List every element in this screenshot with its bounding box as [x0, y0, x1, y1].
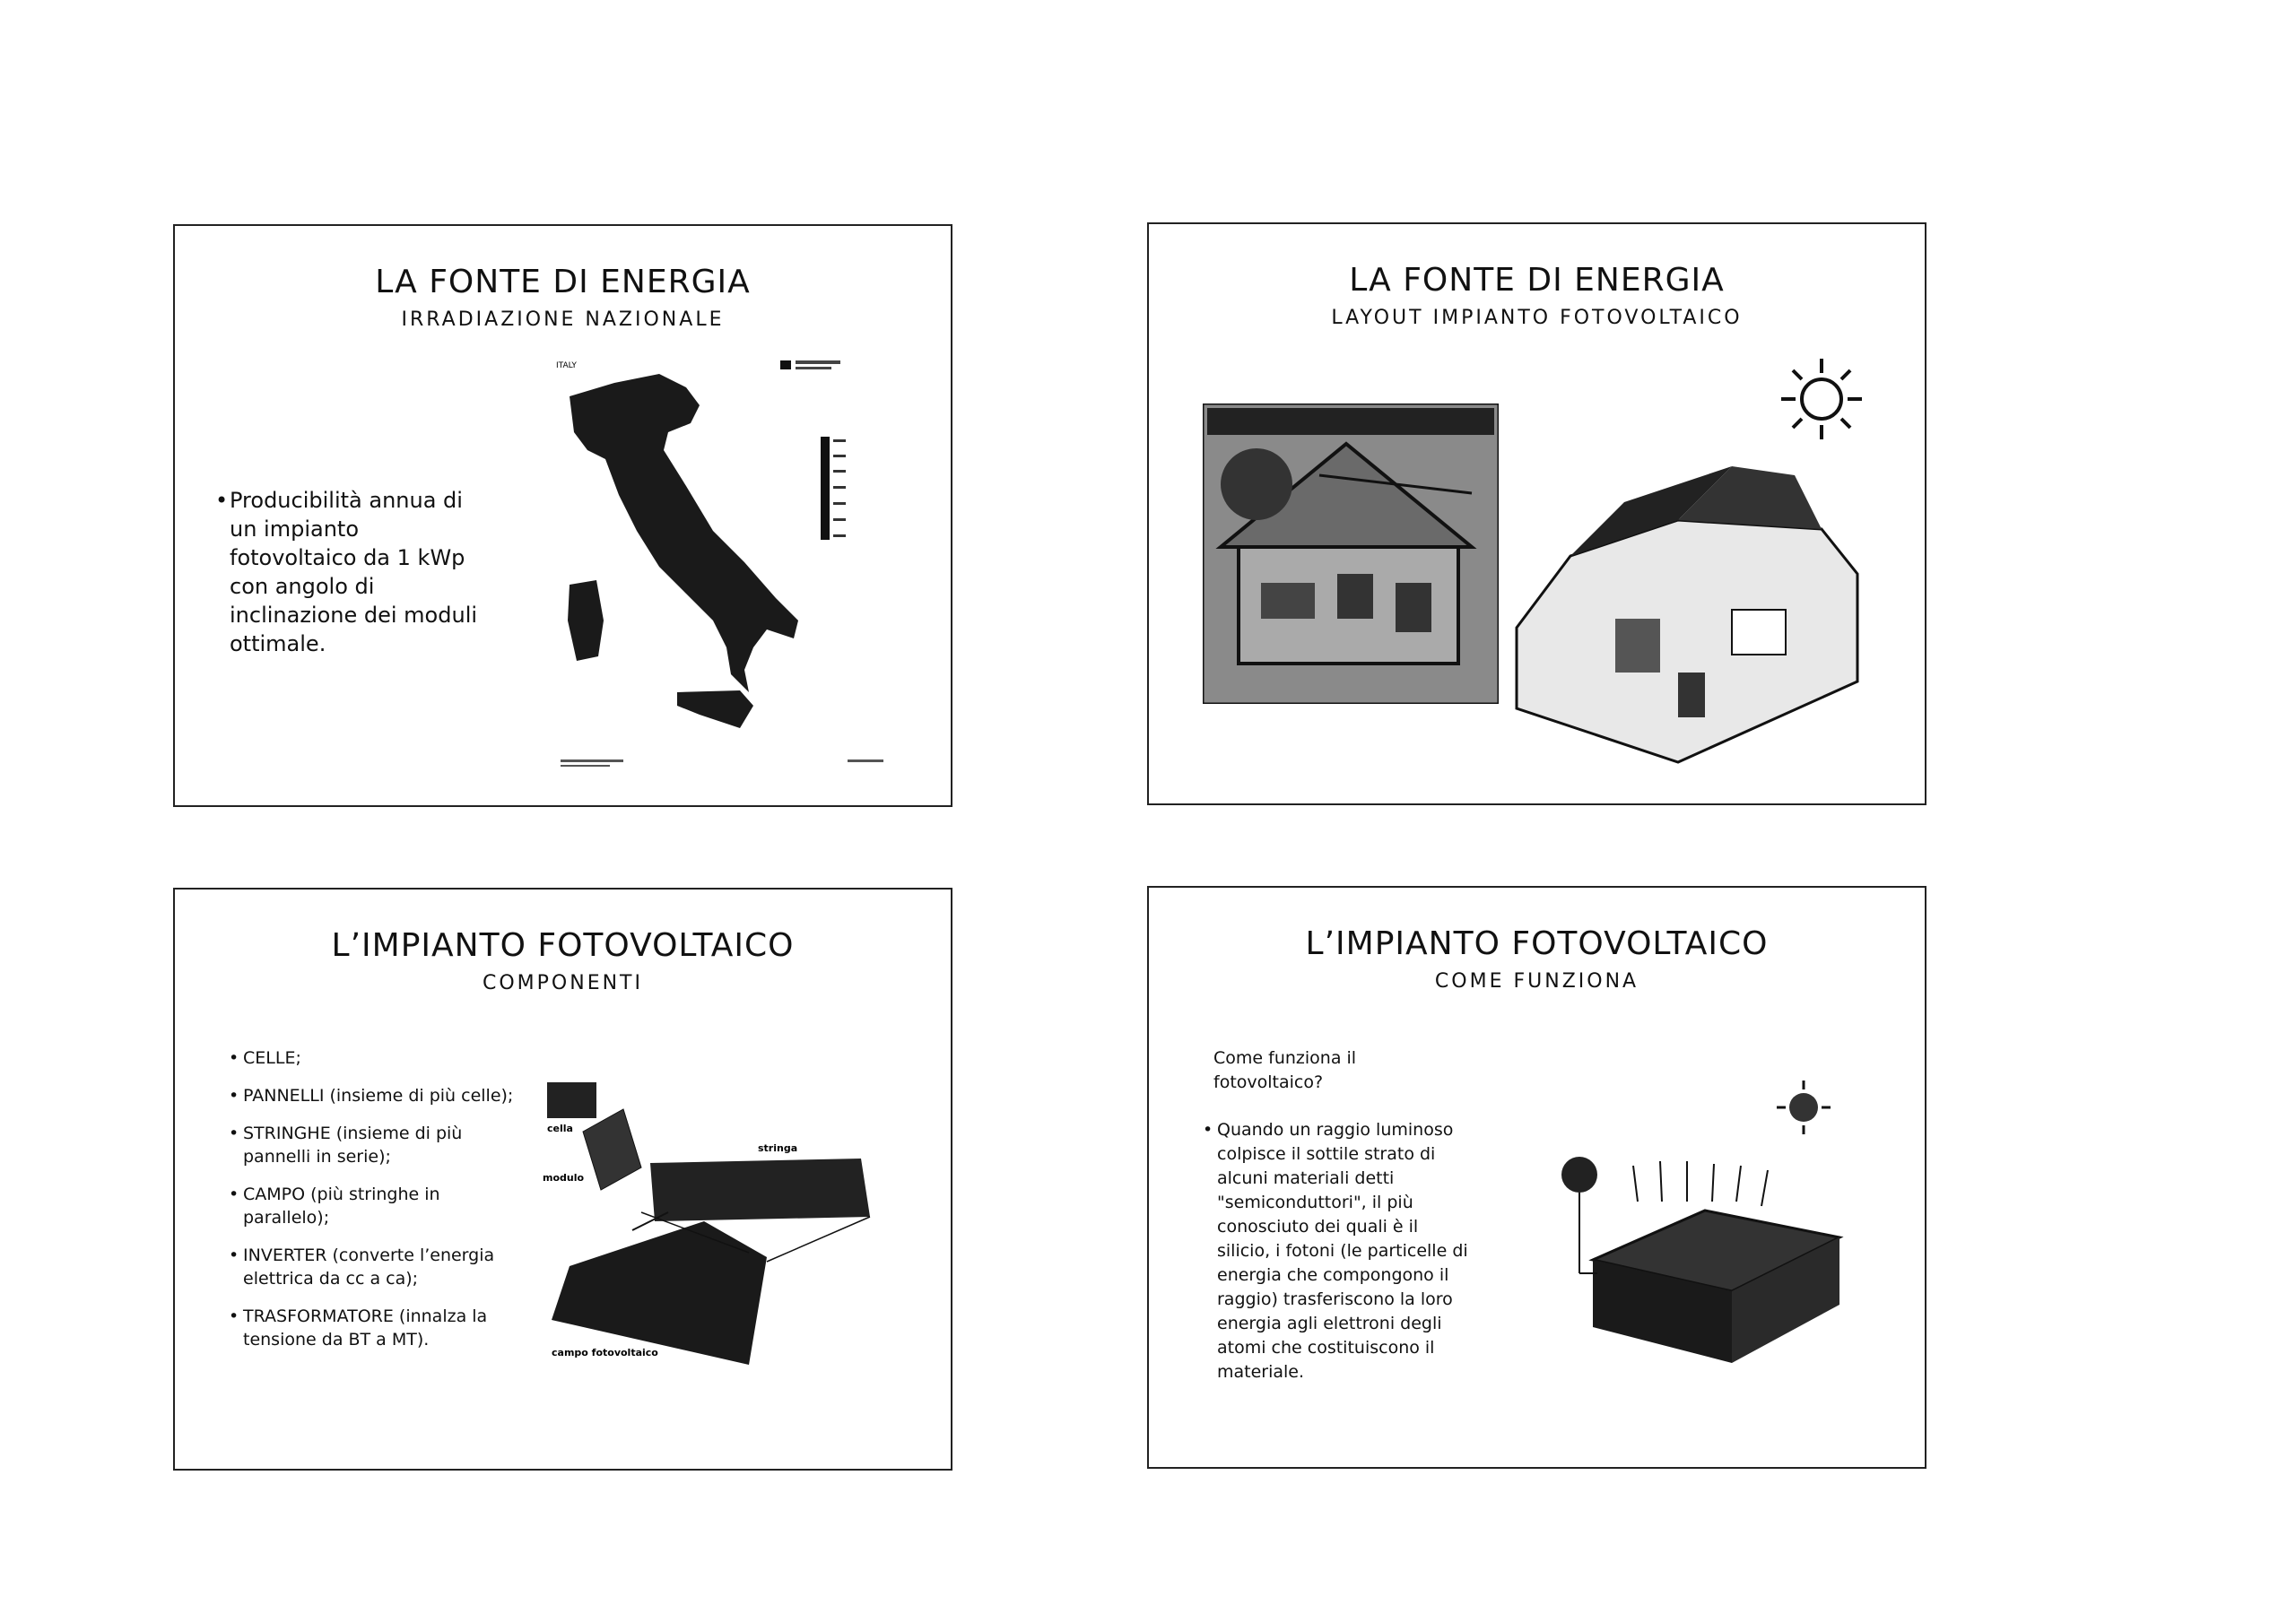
- slide-title: L’IMPIANTO FOTOVOLTAICO: [331, 927, 795, 964]
- slide-layout: [1147, 222, 1926, 805]
- bullet-item: • CELLE;: [229, 1046, 525, 1070]
- slide-title: LA FONTE DI ENERGIA: [1349, 262, 1725, 299]
- label-modulo: modulo: [543, 1172, 585, 1184]
- slide-subtitle: IRRADIAZIONE NAZIONALE: [401, 308, 725, 331]
- bullet-item: • STRINGHE (insieme di più pannelli in serie);: [229, 1122, 525, 1168]
- label-cella: cella: [547, 1123, 573, 1134]
- label-campo: campo fotovoltaico: [552, 1347, 658, 1358]
- italy-map-icon: [552, 352, 910, 782]
- sun-icon: [1777, 1081, 1831, 1134]
- pv-components-icon: [534, 1069, 928, 1428]
- slide-come-funziona: [1147, 886, 1926, 1469]
- slide-subtitle: LAYOUT IMPIANTO FOTOVOLTAICO: [1331, 307, 1743, 329]
- bullet-list: [229, 1046, 525, 1366]
- slide-title: LA FONTE DI ENERGIA: [375, 264, 751, 300]
- bullet-list: [1203, 1118, 1472, 1384]
- bullet-item: • Quando un raggio luminoso colpisce il sottile strato di alcuni materiali detti "semiconduttori", il più conosciuto dei quali è il silicio, i fotoni (le particelle di energia che compongono il raggio) trasferiscono la loro energia agli elettroni degli atomi che costituiscono il materiale.: [1203, 1118, 1472, 1384]
- intro-text: Come funziona il fotovoltaico?: [1213, 1048, 1357, 1092]
- slide-title: L’IMPIANTO FOTOVOLTAICO: [1305, 925, 1769, 962]
- slide-subtitle: COMPONENTI: [483, 972, 643, 994]
- bullet-item: • Producibilità annua di un impianto fotovoltaico da 1 kWp con angolo di inclinazione dei moduli ottimale.: [215, 486, 484, 658]
- map-label: ITALY: [556, 361, 577, 370]
- label-stringa: stringa: [758, 1142, 798, 1154]
- solar-panel-diagram-icon: [1203, 404, 1499, 704]
- bullet-list: [215, 486, 484, 658]
- slide-subtitle: COME FUNZIONA: [1434, 970, 1639, 993]
- slide-irradiazione: [173, 224, 952, 807]
- bullet-item: • INVERTER (converte l’energia elettrica da cc a ca);: [229, 1244, 525, 1290]
- bullet-item: • TRASFORMATORE (innalza la tensione da BT a MT).: [229, 1305, 525, 1351]
- sun-icon: [1768, 350, 1875, 457]
- slide-componenti: [173, 888, 952, 1471]
- bullet-item: • CAMPO (più stringhe in parallelo);: [229, 1183, 525, 1229]
- bullet-item: • PANNELLI (insieme di più celle);: [229, 1084, 525, 1107]
- pv-cell-diagram-icon: [1508, 1067, 1902, 1390]
